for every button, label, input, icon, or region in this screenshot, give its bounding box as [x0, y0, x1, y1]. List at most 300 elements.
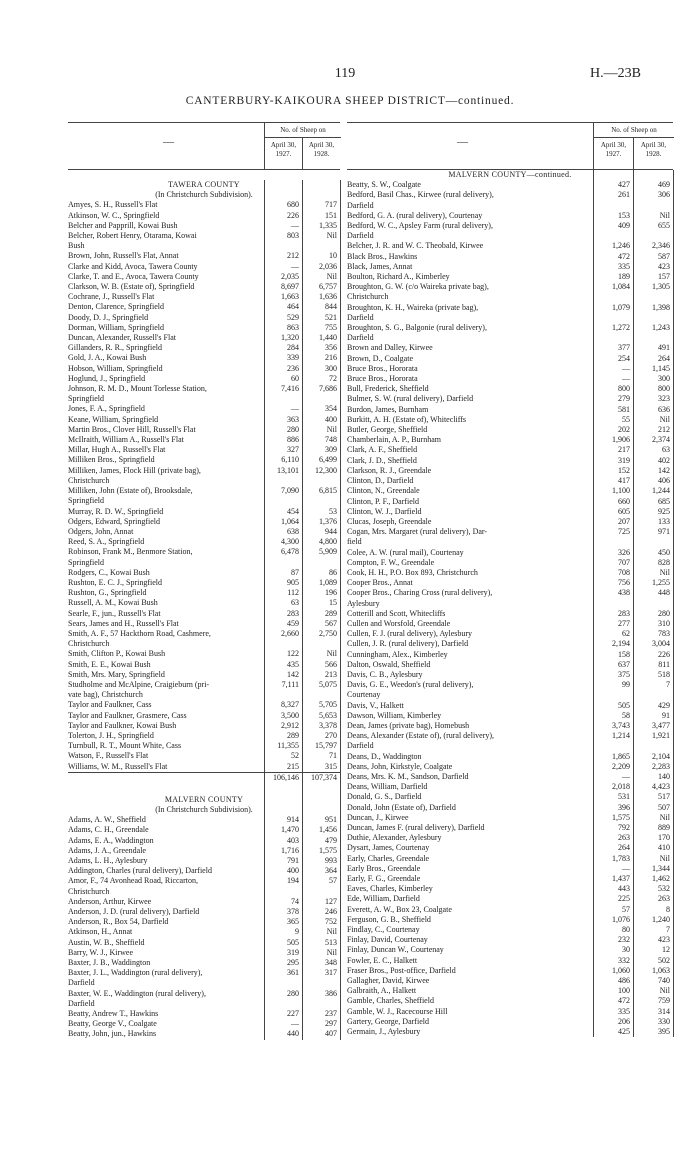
sheep-1928: Nil	[659, 210, 670, 220]
owner-name: Burdon, James, Burnham	[347, 404, 429, 414]
sheep-1928: 4,423	[652, 782, 670, 792]
owner-name-continued: Darfield	[68, 998, 95, 1008]
sheep-1928: 196	[325, 588, 337, 598]
sheep-1928: 264	[658, 353, 670, 363]
sheep-1928: 521	[325, 312, 337, 322]
owner-name: Cooper Bros., Charing Cross (rural delivery),	[347, 588, 493, 598]
table-row	[347, 925, 673, 935]
sheep-1928: Nil	[326, 271, 337, 281]
table-row	[68, 619, 340, 629]
table-row	[347, 752, 673, 762]
owner-name: Everett, A. W., Box 23, Coalgate	[347, 904, 452, 914]
table-row	[347, 1017, 673, 1027]
owner-name: Finlay, David, Courtenay	[347, 935, 428, 945]
sheep-1928: 1,462	[652, 874, 670, 884]
sheep-1928: 280	[658, 608, 670, 618]
owner-name: Hobson, William, Springfield	[68, 363, 163, 373]
sheep-1928: 2,283	[652, 761, 670, 771]
table-row	[68, 272, 340, 282]
table-row	[347, 221, 673, 241]
owner-name: Bedford, W. C., Apsley Farm (rural delivery),	[347, 221, 493, 231]
owner-name: Smith, A. F., 57 Hackthorn Road, Cashmere,	[68, 628, 211, 638]
sheep-1928: 429	[658, 700, 670, 710]
sheep-1927: 531	[618, 792, 630, 802]
sheep-1927: 529	[287, 312, 299, 322]
sheep-1928: 6,499	[319, 455, 337, 465]
owner-name: Odgers, Edward, Springfield	[68, 516, 160, 526]
sheep-1928: 951	[325, 815, 337, 825]
sheep-1928: 142	[658, 465, 670, 475]
sheep-1928: 306	[658, 190, 670, 200]
page-number: 119	[334, 66, 356, 81]
owner-name: Watson, F., Russell's Flat	[68, 751, 149, 761]
owner-name: Deans, Mrs. K. M., Sandson, Darfield	[347, 771, 469, 781]
owner-name: Butler, George, Sheffield	[347, 425, 428, 435]
sheep-1927: 80	[622, 925, 630, 935]
owner-name: Early, Charles, Greendale	[347, 853, 430, 863]
table-row	[347, 996, 673, 1006]
sheep-1928: 971	[658, 527, 670, 537]
sheep-1928: 323	[658, 394, 670, 404]
sheep-1928: 57	[329, 876, 337, 886]
sheep-1927: 800	[618, 384, 630, 394]
sheep-1928: 755	[325, 322, 337, 332]
sheep-1927: 232	[618, 935, 630, 945]
owner-name: Gold, J. A., Kowai Bush	[68, 353, 147, 363]
owner-name: Gillanders, R. R., Springfield	[68, 343, 162, 353]
sheep-1928: 717	[325, 200, 337, 210]
sheep-1927: 1,437	[612, 874, 630, 884]
sheep-1928: 740	[658, 976, 670, 986]
table-row	[68, 927, 340, 937]
table-row	[347, 639, 673, 649]
sheep-1928: 752	[325, 917, 337, 927]
sheep-1928: 748	[325, 435, 337, 445]
table-row	[347, 619, 673, 629]
owner-name: Baxter, W. E., Waddington (rural delivery),	[68, 988, 206, 998]
table-row	[68, 700, 340, 710]
sheep-1927: 207	[618, 516, 630, 526]
sheep-1928: 317	[325, 968, 337, 978]
owner-name: Dean, James (private bag), Homebush	[347, 720, 470, 730]
sheep-1928: Nil	[659, 986, 670, 996]
table-row	[347, 190, 673, 210]
sheep-1927: 472	[618, 996, 630, 1006]
sheep-1927: 637	[618, 659, 630, 669]
owner-name-continued: Darfield	[347, 741, 374, 751]
table-row	[347, 548, 673, 558]
sheep-1928: 783	[658, 629, 670, 639]
table-row	[347, 445, 673, 455]
sheep-1927: 335	[618, 261, 630, 271]
sheep-1928: 4,800	[319, 537, 337, 547]
owner-name: Duncan, James F. (rural delivery), Darfield	[347, 823, 485, 832]
table-row	[347, 915, 673, 925]
sheep-1927: 886	[287, 435, 299, 445]
owner-name: Dysart, James, Courtenay	[347, 843, 430, 853]
table-row	[347, 935, 673, 945]
sheep-1927: 202	[618, 425, 630, 435]
owner-name: Broughton, S. G., Balgonie (rural delivery),	[347, 323, 487, 333]
table-row	[347, 415, 673, 425]
table-row	[68, 938, 340, 948]
sheep-1928: 407	[325, 1029, 337, 1039]
left-column	[68, 122, 340, 1040]
owner-name: Davis, G. E., Weedon's (rural delivery),	[347, 680, 474, 690]
sheep-1928: 410	[658, 843, 670, 853]
sheep-1928: 800	[658, 384, 670, 394]
sheep-1928: 63	[662, 445, 670, 455]
sheep-1928: 300	[658, 374, 670, 384]
table-row	[68, 968, 340, 988]
owner-name: Ferguson, G. B., Sheffield	[347, 914, 431, 924]
sheep-1928: 479	[325, 835, 337, 845]
table-row	[68, 958, 340, 968]
sheep-1927: 236	[287, 363, 299, 373]
sheep-1927: 335	[618, 1006, 630, 1016]
table-row	[347, 813, 673, 823]
owner-name-continued: Aylesbury	[347, 598, 380, 608]
sheep-1927: 2,912	[281, 720, 299, 730]
owner-name-continued: Darfield	[347, 231, 374, 241]
sheep-1927: 378	[287, 907, 299, 917]
owner-name: Beatty, S. W., Coalgate	[347, 180, 421, 190]
owner-name: Findlay, C., Courtenay	[347, 925, 420, 935]
table-row	[347, 272, 673, 282]
table-row	[68, 907, 340, 917]
owner-name: Jones, F. A., Springfield	[68, 404, 145, 414]
sheep-1927: 400	[287, 866, 299, 876]
sheep-1927: 905	[287, 577, 299, 587]
table-row	[347, 211, 673, 221]
table-row	[68, 364, 340, 374]
table-row	[347, 792, 673, 802]
sheep-1928: 685	[658, 496, 670, 506]
sheep-1927: 264	[618, 843, 630, 853]
owner-name: Robinson, Frank M., Benmore Station,	[68, 547, 193, 557]
owner-name-continued: Christchurch	[68, 886, 110, 896]
owner-name: Austin, W. B., Sheffield	[68, 937, 145, 947]
owner-name: Bruce Bros., Hororata	[347, 374, 418, 384]
sheep-1928: 402	[658, 455, 670, 465]
sheep-1928: 72	[329, 373, 337, 383]
table-row	[347, 650, 673, 660]
sheep-1928: 86	[329, 567, 337, 577]
owner-name: Chamberlain, A. P., Burnham	[347, 435, 441, 445]
sheep-1927: 1,272	[612, 323, 630, 333]
sheep-1928: 2,104	[652, 751, 670, 761]
owner-name: Johnson, R. M. D., Mount Torlesse Station,	[68, 384, 207, 394]
sheep-1928: 140	[658, 771, 670, 781]
table-row	[68, 846, 340, 856]
sheep-1928: 8	[666, 904, 670, 914]
sheep-1928: 7,686	[319, 384, 337, 394]
sheep-1927: 863	[287, 322, 299, 332]
sheep-1927: 319	[287, 947, 299, 957]
table-row	[347, 609, 673, 619]
sheep-1927: 319	[618, 455, 630, 465]
sheep-1927: 440	[287, 1029, 299, 1039]
table-row	[347, 588, 673, 608]
table-row	[347, 823, 673, 833]
sheep-1928: 1,255	[652, 578, 670, 588]
owner-name: Baxter, J. B., Waddington	[68, 958, 151, 968]
table-row	[347, 874, 673, 884]
sheep-1927: 3,743	[612, 720, 630, 730]
sheep-1927: 7,111	[281, 679, 299, 689]
owner-name: Broughton, K. H., Waireka (private bag),	[347, 302, 479, 312]
table-row	[68, 211, 340, 221]
owner-name: Clarkson, R. J., Greendale	[347, 465, 432, 475]
sheep-1928: Nil	[326, 231, 337, 241]
owner-name: Atkinson, H., Annat	[68, 927, 133, 937]
sheep-1927: 505	[618, 700, 630, 710]
owner-name: Eaves, Charles, Kimberley	[347, 884, 433, 894]
owner-name: Clarkson, W. B. (Estate of), Springfield	[68, 282, 195, 292]
sheep-1927: 1,320	[281, 333, 299, 343]
table-row	[347, 956, 673, 966]
sheep-1927: 1,716	[281, 845, 299, 855]
table-row	[68, 948, 340, 958]
sheep-1927: 435	[287, 659, 299, 669]
sheep-1927: 427	[618, 180, 630, 190]
sheep-1927: 1,865	[612, 751, 630, 761]
sheep-1928: 844	[325, 302, 337, 312]
owner-name: Cullen and Worsfold, Greendale	[347, 618, 451, 628]
owner-name: Gartery, George, Darfield	[347, 1016, 429, 1026]
sheep-1927: 11,355	[277, 741, 299, 751]
owner-name: Gamble, Charles, Sheffield	[347, 996, 434, 1006]
owner-name-continued: Springfield	[68, 557, 104, 567]
table-row	[347, 721, 673, 731]
table-row	[347, 364, 673, 374]
owner-name: Early Bros., Greendale	[347, 863, 421, 873]
table-row	[68, 200, 340, 210]
sheep-1927: 122	[287, 649, 299, 659]
owner-name: Cotterill and Scott, Whitecliffs	[347, 608, 446, 618]
sheep-1928: 270	[325, 730, 337, 740]
owner-name: Amyes, S. H., Russell's Flat	[68, 200, 158, 210]
owner-name: Atkinson, W. C., Springfield	[68, 210, 160, 220]
sheep-1927: 725	[618, 527, 630, 537]
sheep-1927: 791	[287, 856, 299, 865]
owner-name: Davis, C. B., Aylesbury	[347, 669, 423, 679]
sheep-1927: 638	[287, 526, 299, 536]
owner-name: Belcher, J. R. and W. C. Theobald, Kirwee	[347, 241, 484, 251]
sheep-1928: 213	[325, 669, 337, 679]
sheep-1927: 142	[287, 669, 299, 679]
sheep-1927: 605	[618, 506, 630, 516]
sheep-1927: 3,500	[281, 710, 299, 720]
table-row	[68, 721, 340, 731]
sheep-1928: 314	[658, 1006, 670, 1016]
table-row	[68, 578, 340, 588]
sheep-1928: 1,376	[319, 516, 337, 526]
sheep-1927: 1,084	[612, 282, 630, 292]
sheep-1927: 486	[618, 976, 630, 986]
owner-name: Turnbull, R. T., Mount White, Cass	[68, 741, 182, 751]
sheep-1927: 58	[622, 710, 630, 720]
sheep-1927: 13,101	[277, 465, 299, 475]
table-row	[68, 825, 340, 835]
sheep-1928: 71	[329, 751, 337, 761]
sheep-1927: 1,100	[612, 486, 630, 496]
sheep-1928: 91	[662, 710, 670, 720]
sheep-1927: 283	[287, 608, 299, 618]
table-row	[68, 282, 340, 292]
owner-name: Bedford, Basil Chas., Kirwee (rural delivery),	[347, 190, 494, 200]
sheep-1927: 100	[618, 986, 630, 996]
owner-name: Deans, Alexander (Estate of), (rural delivery),	[347, 731, 495, 741]
owner-name: Adams, C. H., Greendale	[68, 825, 149, 835]
sheep-1927: 9	[295, 927, 299, 937]
sheep-1927: 581	[618, 404, 630, 414]
table-row	[68, 609, 340, 619]
owner-name: Gamble, W. J., Racecourse Hill	[347, 1006, 448, 1016]
owner-name: Bruce Bros., Hororata	[347, 363, 418, 373]
sheep-1928: 889	[658, 823, 670, 832]
table-row	[68, 507, 340, 517]
sheep-1928: 518	[658, 669, 670, 679]
sheep-1928: 10	[329, 251, 337, 261]
sheep-1927: 1,060	[612, 965, 630, 975]
table-row	[347, 986, 673, 996]
table-row	[68, 751, 340, 761]
table-row	[68, 323, 340, 333]
sheep-1927: 505	[287, 937, 299, 947]
table-row	[347, 384, 673, 394]
table-row	[347, 966, 673, 976]
sheep-1928: 6,815	[319, 486, 337, 496]
owner-name: Donald, John (Estate of), Darfield	[347, 802, 456, 812]
sheep-1928: 300	[325, 363, 337, 373]
owner-name: Bedford, G. A. (rural delivery), Courtenay	[347, 210, 483, 220]
sheep-1927: 283	[618, 608, 630, 618]
table-row	[347, 1027, 673, 1037]
header-april-1928: April 30, 1928.	[633, 138, 673, 169]
sheep-1928: 502	[658, 955, 670, 965]
table-row	[68, 445, 340, 455]
table-row	[68, 455, 340, 465]
sheep-1927: 30	[622, 945, 630, 955]
owner-name: Deans, D., Waddington	[347, 751, 422, 761]
owner-name: Duncan, J., Kirwee	[347, 812, 409, 822]
owner-name-continued: Springfield	[68, 496, 104, 506]
table-row	[68, 435, 340, 445]
sheep-1928: 1,636	[319, 292, 337, 302]
sheep-1928: 237	[325, 1009, 337, 1019]
sheep-1928: 1,456	[319, 825, 337, 835]
sheep-1927: 189	[618, 272, 630, 282]
sheep-1927: 326	[618, 547, 630, 557]
sheep-1927: 60	[291, 373, 299, 383]
owner-name: Donald, G. S., Darfield	[347, 792, 422, 802]
owner-name-continued: Christchurch	[68, 475, 110, 485]
table-row	[68, 221, 340, 231]
header-april-1928: April 30, 1928.	[302, 138, 340, 169]
table-row	[347, 354, 673, 364]
owner-name: Searle, F., jun., Russell's Flat	[68, 608, 161, 618]
table-row	[347, 323, 673, 343]
table-row	[347, 578, 673, 588]
table-row	[68, 836, 340, 846]
owner-name: Cullen, F. J. (rural delivery), Aylesbury	[347, 629, 473, 639]
owner-name: Smith, E. E., Kowai Bush	[68, 659, 151, 669]
sheep-1927: 4,300	[281, 537, 299, 547]
sheep-1928: 354	[325, 404, 337, 414]
sheep-1927: 215	[287, 761, 299, 771]
table-row	[347, 394, 673, 404]
table-row	[347, 517, 673, 527]
owner-name: Brown and Dalley, Kirwee	[347, 343, 433, 353]
owner-name: Doody, D. J., Springfield	[68, 312, 149, 322]
sheep-1928: 507	[658, 802, 670, 812]
sheep-1928: 7	[666, 680, 670, 690]
table-row	[68, 231, 340, 251]
sheep-1928: 636	[658, 404, 670, 414]
blank-row	[68, 772, 340, 785]
owner-name: Boulton, Richard A., Kimberley	[347, 272, 450, 282]
sheep-1927: 464	[287, 302, 299, 312]
sheep-1928: 330	[658, 1016, 670, 1026]
header-dash: —	[457, 136, 468, 148]
table-row	[68, 866, 340, 876]
owner-name: Finlay, Duncan W., Courtenay	[347, 945, 444, 955]
owner-name: Belcher and Papprill, Kowai Bush	[68, 220, 178, 230]
owner-name: Keane, William, Springfield	[68, 414, 159, 424]
sheep-1928: 12	[662, 945, 670, 955]
table-row	[68, 711, 340, 721]
sheep-1928: 811	[658, 659, 670, 669]
sheep-1927: 2,660	[281, 628, 299, 638]
owner-name: Denton, Clarence, Springfield	[68, 302, 164, 312]
sheep-1928: 1,335	[319, 220, 337, 230]
table-row	[347, 527, 673, 547]
table-row	[68, 415, 340, 425]
table-row	[68, 374, 340, 384]
sheep-1928: 944	[325, 526, 337, 536]
owner-name: Galbraith, A., Halkett	[347, 986, 417, 996]
owner-name: Colee, A. W. (rural mail), Courtenay	[347, 547, 464, 557]
sheep-1928: Nil	[659, 567, 670, 577]
sheep-1927: 153	[618, 210, 630, 220]
sheep-1928: 532	[658, 884, 670, 894]
sheep-1927: 1,076	[612, 914, 630, 924]
sheep-1928: 15	[329, 598, 337, 608]
table-row	[68, 568, 340, 578]
owner-name: Ede, William, Darfield	[347, 894, 420, 904]
sheep-1927: 280	[287, 424, 299, 434]
owner-name: Sears, James and H., Russell's Flat	[68, 618, 179, 628]
owner-name: Deans, William, Darfield	[347, 782, 428, 792]
header-dash: —	[163, 136, 174, 148]
table-row	[347, 843, 673, 853]
table-row	[68, 333, 340, 343]
table-row	[347, 180, 673, 190]
header-number-of-sheep: No. of Sheep on	[593, 123, 674, 138]
sheep-1927: 403	[287, 835, 299, 845]
owner-name: Belcher, Robert Henry, Otarama, Kowai	[68, 231, 197, 241]
sheep-1928: 2,750	[319, 628, 337, 638]
owner-name: Germain, J., Aylesbury	[347, 1027, 421, 1037]
sheep-1927: —	[622, 863, 630, 873]
table-row	[347, 660, 673, 670]
sheep-1928: 828	[658, 557, 670, 567]
sheep-1928: 6,757	[319, 282, 337, 292]
owner-name: Clark, A. F., Sheffield	[347, 445, 418, 455]
table-row	[347, 282, 673, 302]
owner-name: Beatty, Andrew T., Hawkins	[68, 1009, 159, 1019]
